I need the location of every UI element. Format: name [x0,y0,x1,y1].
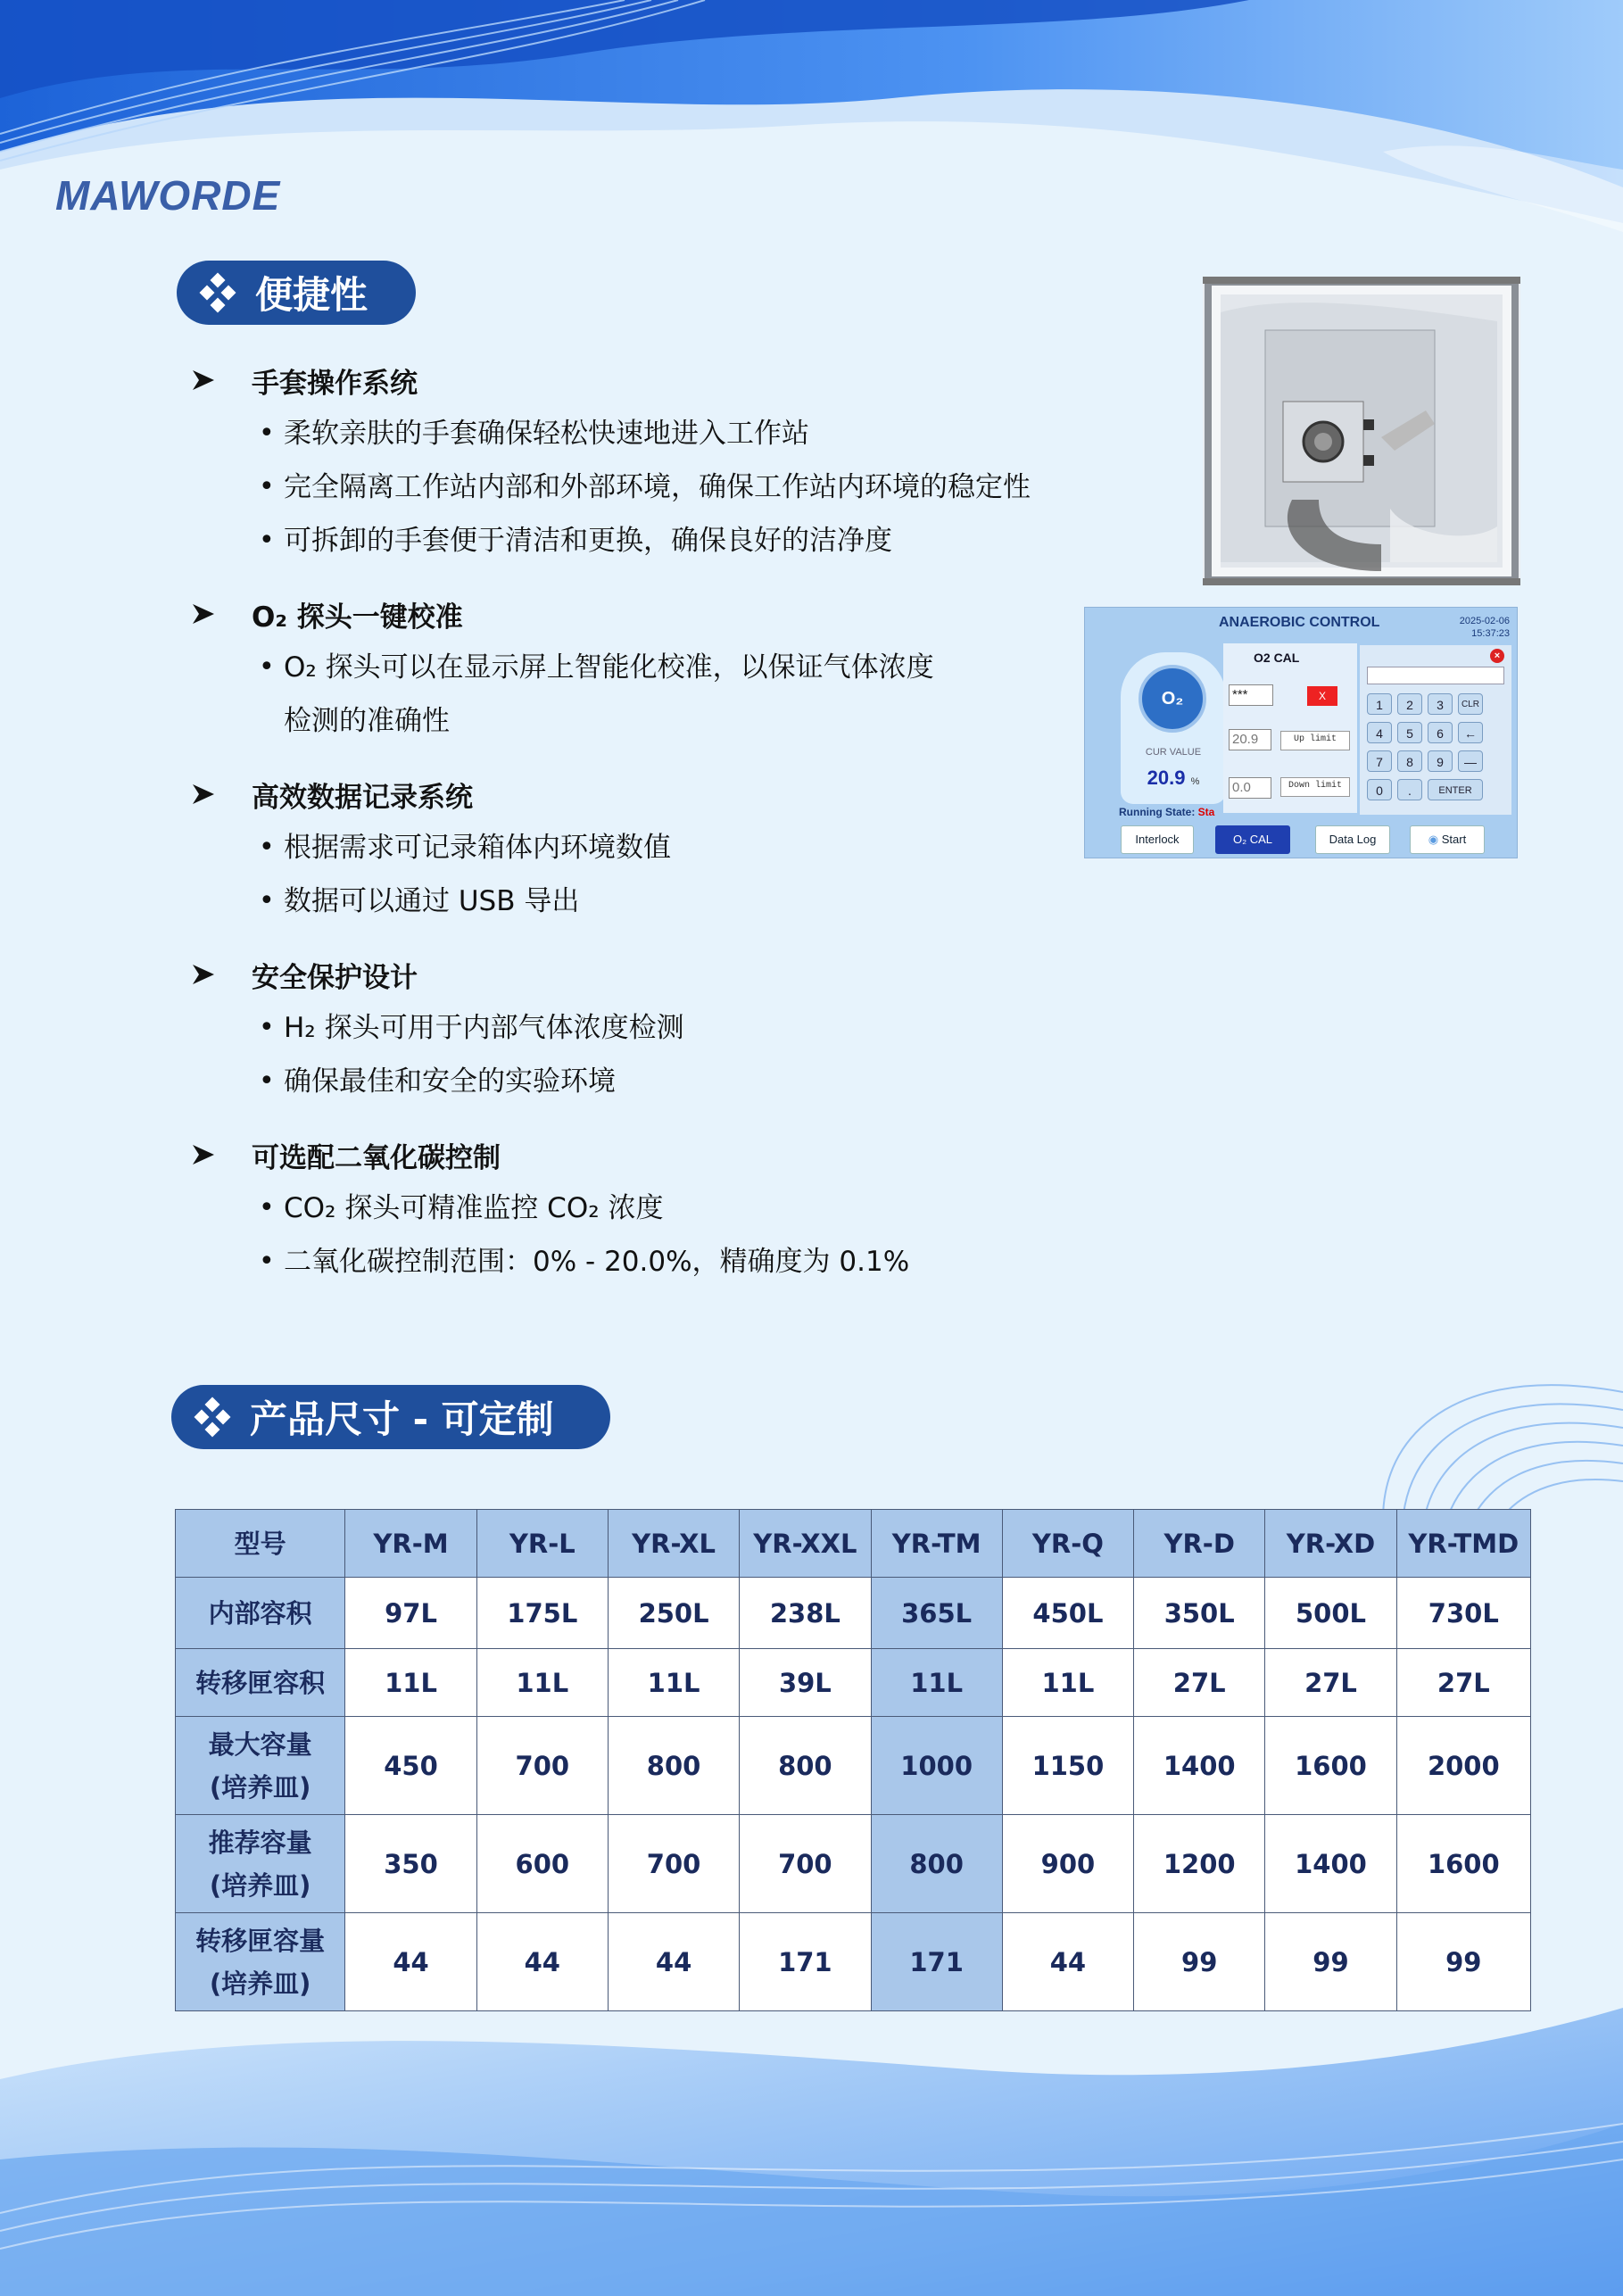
table-cell: 250L [608,1578,739,1649]
table-cell: 1400 [1265,1815,1396,1913]
screen-datetime: 2025-02-06 15:37:23 [1459,616,1510,639]
table-row [176,1717,1531,1815]
table-header-cell: YR-XXL [740,1510,871,1578]
table-cell: 238L [740,1578,871,1649]
table-cell: 175L [476,1578,608,1649]
arrow-bullet-icon [191,783,216,806]
row-label-cell: 推荐容量 (培养皿) [176,1815,345,1913]
list-item: • 数据可以通过 USB 导出 [259,885,580,917]
feature-title [187,767,1115,821]
key-clear[interactable]: CLR [1458,693,1483,715]
feature-title-text: 可选配二氧化碳控制 [252,1141,501,1174]
table-cell: 44 [1002,1913,1133,2011]
list-item: • 柔软亲肤的手套确保轻松快速地进入工作站 [259,418,809,450]
up-limit-field[interactable]: 20.9 [1229,729,1271,750]
section-title-dimensions [171,1385,610,1449]
table-cell: 1600 [1396,1815,1530,1913]
feature-title [187,1128,1115,1181]
play-icon: ◉ [1428,833,1442,846]
screen-footer [1085,820,1518,858]
screen-title: ANAEROBIC CONTROL [1219,615,1380,630]
feature-title [187,587,1115,641]
key-6[interactable]: 6 [1428,722,1453,743]
key-backspace[interactable]: ← [1458,722,1483,743]
arrow-bullet-icon [191,369,216,392]
keypad-display[interactable] [1367,667,1504,684]
diamond-icon [191,1396,234,1438]
arrow-bullet-icon [191,963,216,986]
table-header-cell: YR-TM [871,1510,1002,1578]
list-item: • CO₂ 探头可精准监控 CO₂ 浓度 [259,1192,664,1224]
key-4[interactable]: 4 [1367,722,1392,743]
table-header-cell: YR-L [476,1510,608,1578]
key-minus[interactable]: — [1458,750,1483,772]
list-item: • 根据需求可记录箱体内环境数值 [259,832,671,864]
list-item: • 可拆卸的手套便于清洁和更换，确保良好的洁净度 [259,525,892,557]
table-header-cell: YR-M [345,1510,476,1578]
cur-value-label: CUR VALUE [1145,747,1202,758]
table-cell: 800 [608,1717,739,1815]
key-0[interactable]: 0 [1367,779,1392,800]
key-dot[interactable]: . [1397,779,1422,800]
key-5[interactable]: 5 [1397,722,1422,743]
close-icon[interactable]: × [1490,649,1504,663]
table-cell: 1000 [871,1717,1002,1815]
table-cell: 1200 [1134,1815,1265,1913]
control-screen [1084,607,1518,858]
feature-title [187,948,1115,1001]
table-cell: 700 [740,1815,871,1913]
key-7[interactable]: 7 [1367,750,1392,772]
feature-section [187,353,1115,568]
key-8[interactable]: 8 [1397,750,1422,772]
feature-title-text: 安全保护设计 [252,961,418,994]
table-cell: 1600 [1265,1717,1396,1815]
table-cell: 27L [1396,1649,1530,1717]
table-row [176,1578,1531,1649]
row-label-cell: 最大容量 (培养皿) [176,1717,345,1815]
key-9[interactable]: 9 [1428,750,1453,772]
list-item: • 确保最佳和安全的实验环境 [259,1065,616,1098]
list-item: • 二氧化碳控制范围：0% - 20.0%，精确度为 0.1% [259,1246,910,1278]
key-3[interactable]: 3 [1428,693,1453,715]
table-row [176,1815,1531,1913]
down-limit-field[interactable]: 0.0 [1229,777,1271,799]
arrow-bullet-icon [191,1143,216,1166]
table-cell: 99 [1396,1913,1530,2011]
feature-title [187,353,1115,407]
table-header-cell: YR-D [1134,1510,1265,1578]
table-cell: 365L [871,1578,1002,1649]
table-cell: 730L [1396,1578,1530,1649]
spec-table [175,1509,1531,2011]
start-button[interactable]: ◉ Start [1410,825,1485,854]
table-cell: 450L [1002,1578,1133,1649]
table-cell: 99 [1134,1913,1265,2011]
arrow-bullet-icon [191,602,216,626]
table-cell: 11L [345,1649,476,1717]
row-label-cell: 转移匣容积 [176,1649,345,1717]
table-cell: 700 [476,1717,608,1815]
o2-cal-form [1223,643,1357,813]
table-cell: 11L [476,1649,608,1717]
glovebox-photo [1203,277,1520,585]
table-cell: 11L [608,1649,739,1717]
key-2[interactable]: 2 [1397,693,1422,715]
section-title-text: 产品尺寸 - 可定制 [250,1397,554,1441]
down-limit-button[interactable]: Down limit [1280,777,1350,797]
keypad [1360,645,1511,815]
table-cell: 171 [740,1913,871,2011]
password-field[interactable]: *** [1229,684,1273,706]
o2-cal-button[interactable]: O₂ CAL [1215,825,1290,854]
table-cell: 500L [1265,1578,1396,1649]
table-cell: 350 [345,1815,476,1913]
interlock-button[interactable]: Interlock [1121,825,1194,854]
up-limit-button[interactable]: Up limit [1280,731,1350,750]
table-header-cell: 型号 [176,1510,345,1578]
feature-title-text: 高效数据记录系统 [252,781,473,814]
feature-title-text: 手套操作系统 [252,367,418,400]
table-cell: 171 [871,1913,1002,2011]
table-row [176,1649,1531,1717]
cal-title: O2 CAL [1254,651,1300,665]
table-cell: 27L [1265,1649,1396,1717]
table-cell: 600 [476,1815,608,1913]
table-cell: 800 [740,1717,871,1815]
table-cell: 350L [1134,1578,1265,1649]
table-cell: 450 [345,1717,476,1815]
o2-gauge-icon: O₂ [1139,665,1206,733]
table-cell: 44 [476,1913,608,2011]
data-log-button[interactable]: Data Log [1315,825,1390,854]
o2-reading-card [1121,652,1226,804]
table-cell: 11L [1002,1649,1133,1717]
list-item: 检测的准确性 [284,705,450,737]
table-header-cell: YR-XD [1265,1510,1396,1578]
table-cell: 97L [345,1578,476,1649]
table-cell: 1150 [1002,1717,1133,1815]
feature-list [187,353,1115,1308]
table-header-row [176,1510,1531,1578]
cur-value: 20.9 % [1147,767,1200,789]
feature-section [187,587,1115,748]
list-item: • 完全隔离工作站内部和外部环境，确保工作站内环境的稳定性 [259,471,1031,503]
key-1[interactable]: 1 [1367,693,1392,715]
table-cell: 700 [608,1815,739,1913]
table-cell: 44 [345,1913,476,2011]
key-enter[interactable]: ENTER [1428,779,1483,800]
diamond-icon [196,271,239,314]
list-item: • O₂ 探头可以在显示屏上智能化校准，以保证气体浓度 [259,651,934,684]
feature-section [187,1128,1115,1289]
row-label-cell: 转移匣容量 (培养皿) [176,1913,345,2011]
feature-title-text: O₂ 探头一键校准 [252,601,463,634]
section-title-text: 便捷性 [255,273,368,317]
table-row [176,1913,1531,2011]
table-cell: 99 [1265,1913,1396,2011]
running-state: Running State: Sta [1119,806,1215,818]
table-cell: 39L [740,1649,871,1717]
list-item: • H₂ 探头可用于内部气体浓度检测 [259,1012,684,1044]
table-cell: 27L [1134,1649,1265,1717]
feature-section [187,767,1115,928]
row-label-cell: 内部容积 [176,1578,345,1649]
table-cell: 11L [871,1649,1002,1717]
table-cell: 1400 [1134,1717,1265,1815]
table-cell: 2000 [1396,1717,1530,1815]
feature-section [187,948,1115,1108]
table-header-cell: YR-TMD [1396,1510,1530,1578]
table-header-cell: YR-Q [1002,1510,1133,1578]
brand-logo: MAWORDE [55,172,281,219]
table-cell: 900 [1002,1815,1133,1913]
close-button[interactable]: X [1307,686,1337,706]
table-cell: 44 [608,1913,739,2011]
table-cell: 800 [871,1815,1002,1913]
section-title-convenience [177,261,416,325]
table-header-cell: YR-XL [608,1510,739,1578]
